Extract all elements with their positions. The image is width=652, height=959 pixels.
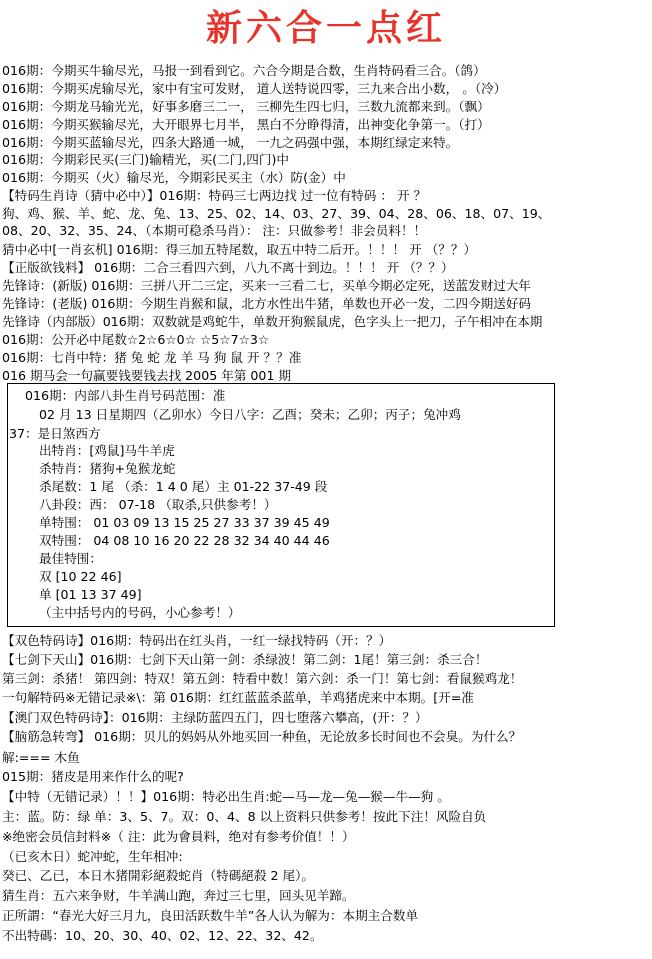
text-line: 016期：今期买虎输尽光，家中有宝可发财， 道人送特说四零，三九来合出小数， 。（冷） (2, 81, 507, 96)
text-line: 先锋诗：(新版) 016期：三拼八开二三定，买来一三看二七，买单今期必定死，送蓝发财过大年 (2, 278, 532, 293)
text-line: 016期：今期龙马输光光，好事多磨三二一， 三柳先生四七归，三数九流都来到。（飘） (2, 99, 490, 114)
text-line: 【双色特码诗】016期：特码出在红头肖，一红一绿找特码（开：？） (2, 633, 392, 648)
text-line: 【特码生肖诗（猜中必中）】016期：特码三七两边找 过一位有特码 ： 开 ？ (2, 188, 427, 203)
text-line: 【中特（无错记录）！！】016期：特必出生肖:蛇—马—龙—兔—猴—牛—狗 。 (2, 789, 450, 804)
text-line: 先锋诗：(老版) 016期：今期生肖猴和鼠，北方水性出牛猪，单数也开必一发，二四今期送好码 (2, 296, 532, 311)
box-line: 杀尾数：1 尾 （杀：1 4 0 尾）主 01-22 37-49 段 (39, 479, 328, 494)
text-line: ※绝密会员信封料※（ 注：此为會員料，绝对有参考价值！！） (2, 829, 355, 844)
text-line: 016期：今期买蓝输尽光，四条大路通一城， 一九之码强中强，本期红绿定来特。 (2, 135, 459, 150)
box-line: （主中括号内的号码，小心参考！） (39, 605, 241, 620)
text-line: 先锋诗（内部版）016期：双数就是鸡蛇牛，单数开狗猴鼠虎，色字头上一把刀，子午相冲在本期 (2, 314, 543, 329)
text-line: 解:=== 木鱼 (2, 750, 80, 765)
text-line: 015期：猪皮是用来作什么的呢? (2, 769, 184, 784)
text-line: 癸已、乙已，本日木猪開彩絕殺蛇肖（特碼絕殺 2 尾）。 (2, 868, 314, 883)
text-line: 正所謂：“春光大好三月九，良田活跃数牛羊”各人认为解为：本期主合数单 (2, 908, 419, 923)
text-line: 016期：今期买（火）输尽光，今期彩民买主（水）防(金）中 (2, 170, 346, 185)
text-line: 016期：今期买牛输尽光，马报一到看到它。六合今期是合数，生肖特码看三合。（鸽） (2, 63, 486, 78)
text-line: 猜中必中[一肖玄机] 016期：得三加五特尾数，取五中特二后开。！！！ 开 （？？） (2, 242, 477, 257)
box-line: 37：是日煞西方 (9, 426, 101, 441)
bagua-box (7, 383, 555, 627)
text-line: 不出特碼：10、20、30、40、02、12、22、32、42。 (2, 928, 323, 943)
text-line: 第三剑：杀猪！ 第四剑：特双！第五剑：特看中数！第六剑：杀一门！第七剑：看鼠猴鸡龙！ (2, 671, 523, 686)
text-line: 08、20、32、35、24、（本期可稳杀马肖）： 注：只做参考！非会员料！！ (2, 223, 427, 238)
box-line: 最佳特围： (39, 551, 102, 566)
text-line: 狗、鸡、猴、羊、蛇、龙、兔、13、25、02、14、03、27、39、04、28、06、18、07、19、 (2, 206, 551, 221)
text-line: （已亥木日）蛇冲蛇，生年相冲: (2, 849, 183, 864)
box-line: 八卦段：西： 07-18 （取杀,只供参考！） (39, 497, 277, 512)
text-line: 016期：今期彩民买(三门)输精光，买(二门,四门)中 (2, 152, 289, 167)
text-line: 【澳门双色特码诗】：016期：主绿防蓝四五门，四七堕落六攀高，(开：？） (2, 710, 428, 725)
text-line: 【七剑下天山】016期：七剑下天山第一剑：杀绿波！第二剑：1尾！第三剑：杀三合！ (2, 652, 488, 667)
box-line: 016期：内部八卦生肖号码范围：准 (25, 388, 226, 403)
text-line: 016期：公开必中尾数☆2☆6☆0☆ ☆5☆7☆3☆ (2, 332, 270, 347)
box-line: 单 [01 13 37 49] (39, 587, 142, 602)
box-line: 单特围： 01 03 09 13 15 25 27 33 37 39 45 49 (39, 515, 330, 530)
box-line: 双 [10 22 46] (39, 569, 122, 584)
text-line: 016期：七肖中特：猪 兔 蛇 龙 羊 马 狗 鼠 开 ？？准 (2, 350, 302, 365)
text-line: 猜生肖：五六来争财，牛羊满山跑，奔过三七里，回头见羊蹄。 (2, 888, 355, 903)
box-line: 出特肖：[鸡鼠]马牛羊虎 (39, 443, 175, 458)
text-line: 一句解特码※无错记录※\：第 016期：红红蓝蓝杀蓝单，羊鸡猪虎来中本期。[开=准 (2, 690, 474, 705)
text-line: 016 期马会一句赢要钱要钱去找 2005 年第 001 期 (2, 368, 292, 383)
box-line: 02 月 13 日星期四（乙卯水）今日八字：乙酉；癸未；乙卯；丙子；兔冲鸡 (39, 407, 461, 422)
box-line: 双特围： 04 08 10 16 20 22 28 32 34 40 44 46 (39, 533, 330, 548)
text-line: 【正版欲钱料】 016期：二合三看四六到，八九不离十到边。！！！ 开 （？？） (2, 260, 454, 275)
box-line: 杀特肖：猪狗+兔猴龙蛇 (39, 461, 176, 476)
text-line: 016期：今期买猴输尽光，大开眼界七月半， 黑白不分睁得清，出神变化争第一。（打） (2, 117, 490, 132)
text-line: 主：蓝。防：绿 单：3、5、7。双：0、4、8 以上资料只供参考！按此下注！风险自负 (2, 809, 487, 824)
text-line: 【脑筋急转弯】 016期：贝儿的妈妈从外地买回一种鱼，无论放多长时间也不会臭。为什么？ (2, 729, 522, 744)
page-title: 新六合一点红 (205, 7, 446, 49)
